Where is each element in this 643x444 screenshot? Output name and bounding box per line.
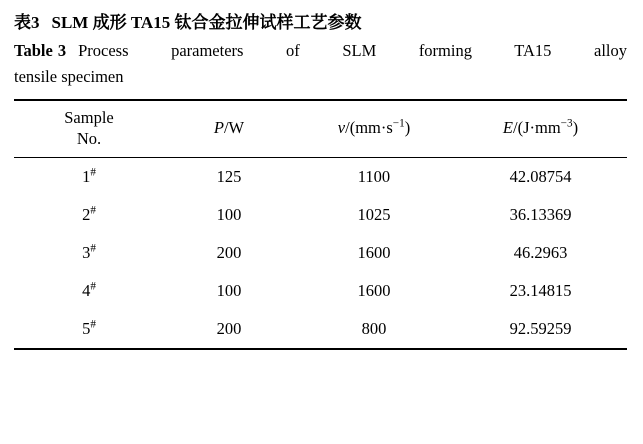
caption-word-5: TA15 <box>514 41 552 60</box>
cell-sample <box>14 234 164 272</box>
column-header-sample-line2: No. <box>76 129 102 148</box>
caption-chinese-number: 表3 <box>14 13 40 32</box>
cell-power: 200 <box>216 243 242 262</box>
caption-english-number: 3 <box>57 41 67 60</box>
cell-energy: 42.08754 <box>454 158 627 197</box>
cell-sample-value: 2 <box>82 205 91 224</box>
cell-sample-marker: # <box>90 242 96 255</box>
cell-sample-value: 4 <box>82 281 91 300</box>
caption-word-3: SLM <box>342 41 377 60</box>
caption-english-line1 <box>14 38 627 63</box>
cell-sample-value: 5 <box>82 319 91 338</box>
cell-sample <box>14 310 164 349</box>
cell-sample <box>14 272 164 310</box>
cell-sample-value: 1 <box>82 167 91 186</box>
caption-english-line2: tensile specimen <box>14 67 124 86</box>
table-header-row <box>14 100 627 158</box>
cell-speed: 800 <box>294 310 454 349</box>
cell-sample-marker: # <box>90 204 96 217</box>
column-header-sample-line1: Sample <box>64 108 114 127</box>
column-header-energy <box>454 100 627 158</box>
cell-power: 100 <box>216 281 242 300</box>
cell-energy: 36.13369 <box>509 205 572 224</box>
table-row <box>14 158 627 197</box>
cell-energy: 92.59259 <box>454 310 627 349</box>
table-header <box>14 100 627 158</box>
cell-sample <box>14 196 164 234</box>
caption-word-2: of <box>286 41 300 60</box>
caption-word-0: Process <box>78 41 129 60</box>
cell-sample-marker: # <box>90 166 96 179</box>
table-row <box>14 196 627 234</box>
column-header-energy-exponent: −3 <box>560 117 573 130</box>
caption-word-4: forming <box>418 41 472 60</box>
column-header-speed <box>294 100 454 158</box>
caption-english-label: Table <box>14 41 53 60</box>
column-header-speed-symbol: v <box>337 118 346 137</box>
caption-chinese <box>14 10 629 36</box>
column-header-speed-unit: /(mm·s <box>345 118 393 137</box>
cell-sample-marker: # <box>90 280 96 293</box>
cell-sample-value: 3 <box>82 243 91 262</box>
cell-power: 200 <box>164 310 294 349</box>
table-body <box>14 158 627 350</box>
column-header-power-unit: /W <box>223 118 245 137</box>
cell-power: 100 <box>216 205 242 224</box>
caption-english <box>14 38 629 89</box>
cell-speed: 1600 <box>357 281 391 300</box>
caption-word-6: alloy <box>594 41 627 60</box>
column-header-power <box>164 100 294 158</box>
process-parameters-table <box>14 99 627 350</box>
column-header-sample <box>14 100 164 158</box>
column-header-speed-tail: ) <box>404 118 411 137</box>
column-header-speed-exponent: −1 <box>392 117 405 130</box>
caption-word-1: parameters <box>171 41 244 60</box>
column-header-energy-tail: ) <box>572 118 579 137</box>
cell-sample-marker: # <box>90 318 96 331</box>
table-row <box>14 310 627 349</box>
cell-energy: 46.2963 <box>513 243 568 262</box>
table-row <box>14 272 627 310</box>
caption-chinese-text: SLM 成形 TA15 钛合金拉伸试样工艺参数 <box>51 13 362 32</box>
column-header-energy-unit: /(J·mm <box>512 118 561 137</box>
cell-sample <box>14 158 164 197</box>
column-header-energy-symbol: E <box>502 118 513 137</box>
table-row <box>14 234 627 272</box>
cell-speed: 1600 <box>357 243 391 262</box>
cell-speed: 1025 <box>357 205 391 224</box>
cell-speed: 1100 <box>294 158 454 197</box>
cell-energy: 23.14815 <box>509 281 572 300</box>
column-header-power-symbol: P <box>213 118 224 137</box>
cell-power: 125 <box>164 158 294 197</box>
